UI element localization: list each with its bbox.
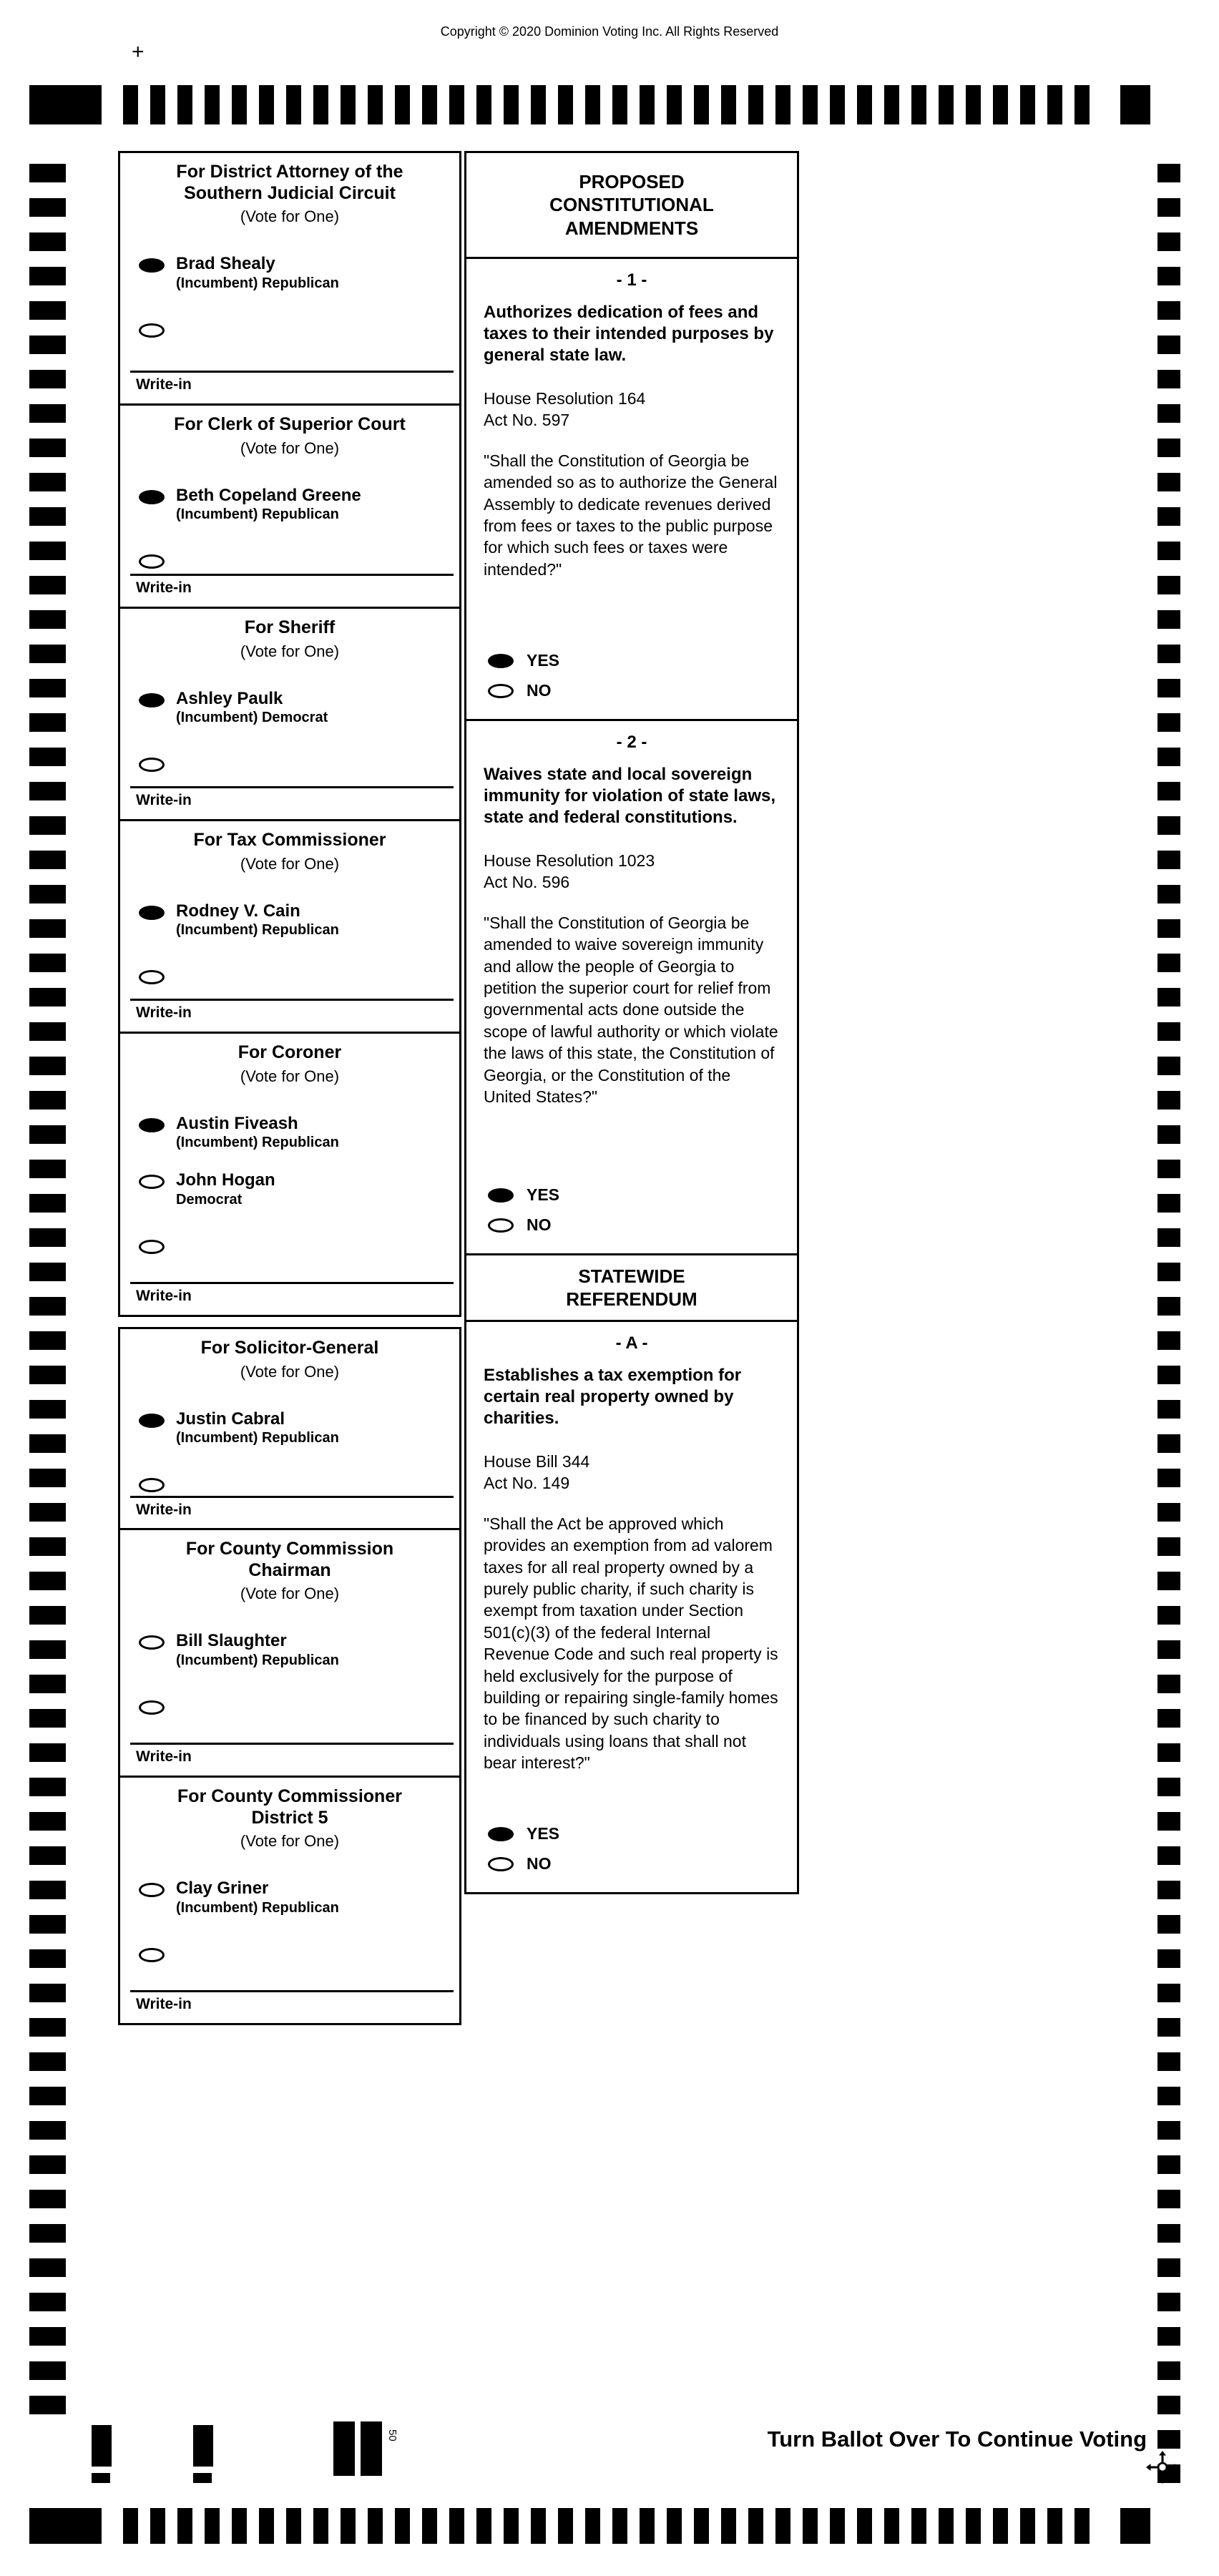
write-in-oval[interactable]: [139, 1240, 165, 1254]
timing-mark-top-right-block: [1120, 85, 1150, 124]
choice-row-no: [488, 681, 780, 700]
write-in-label: Write-in: [136, 1996, 192, 2012]
contests-column: [118, 151, 461, 2025]
measure-2: [464, 719, 799, 1255]
candidate-party: (Incumbent) Republican: [176, 922, 339, 939]
timing-mark-top-left-block: [29, 85, 102, 124]
candidate-party: (Incumbent) Democrat: [176, 710, 328, 726]
choice-label: NO: [527, 1854, 552, 1873]
contest-title: [120, 830, 459, 851]
measure-reference-line: Act No. 596: [484, 873, 570, 892]
candidate-name: Clay Griner: [176, 1879, 269, 1898]
measure-reference-line: Act No. 597: [484, 411, 570, 430]
write-in-area: [120, 999, 459, 1022]
write-in-oval-row: [139, 758, 449, 775]
measure-reference-line: House Resolution 1023: [484, 851, 655, 871]
contest-for-tax-commissioner: [118, 819, 461, 1034]
candidate-row: [139, 902, 449, 939]
contest-title: [120, 1338, 459, 1359]
write-in-oval[interactable]: [139, 758, 165, 772]
choice-row-no: [488, 1854, 780, 1874]
measure-references: [484, 851, 780, 893]
candidate-text: [176, 1171, 275, 1208]
registration-plus-mark: +: [132, 40, 145, 64]
vote-oval-a-yes[interactable]: [488, 1827, 514, 1841]
choice-row-yes: [488, 1824, 780, 1843]
write-in-line[interactable]: [130, 1990, 454, 1992]
contest-title-line: For District Attorney of the: [176, 162, 403, 182]
measure-question: "Shall the Act be approved which provides an exemption from ad valorem taxes for all real property owned by a purely public charity, if such charity is exempt from taxation under Section 501(c)(3) of the federal Internal Revenue Code and such real property is held exclusively for the purpose of building or repairing single-family homes to be financed by such charity to individuals using loans that shall not bear interest?": [484, 1514, 778, 1772]
candidate-text: [176, 1410, 339, 1447]
write-in-oval[interactable]: [139, 1478, 165, 1492]
contest-title-line: For County Commission: [185, 1539, 394, 1559]
section-header-line: PROPOSED: [579, 170, 685, 192]
candidate-name: Ashley Paulk: [176, 688, 283, 708]
candidate-text: [176, 902, 339, 939]
vote-for-one-instruction: (Vote for One): [240, 1585, 340, 1602]
contest-title: [120, 617, 459, 639]
write-in-label: Write-in: [136, 376, 192, 393]
write-in-area: [120, 786, 459, 809]
turn-ballot-over-text: Turn Ballot Over To Continue Voting: [767, 2426, 1147, 2452]
contest-for-solicitor-general: [118, 1327, 461, 1530]
write-in-line[interactable]: [130, 371, 454, 373]
contest-for-county-commission-chairman: [118, 1528, 461, 1778]
contest-title: [120, 1042, 459, 1064]
code-bar: [193, 2473, 212, 2483]
timing-marks-top: [123, 85, 1090, 124]
contest-title-line: District 5: [251, 1807, 328, 1828]
vote-oval-rodney-v-cain[interactable]: [139, 906, 165, 920]
code-bar: [92, 2473, 110, 2483]
measure-summary: Authorizes dedication of fees and taxes to their intended purposes by general state law.: [484, 303, 774, 365]
write-in-oval[interactable]: [139, 1948, 165, 1962]
vote-oval-2-no[interactable]: [488, 1218, 514, 1233]
vote-for-one-instruction: (Vote for One): [240, 1067, 340, 1085]
contest-title: [120, 1539, 459, 1581]
candidate-row: [139, 1410, 449, 1447]
contest-title-line: For County Commissioner: [177, 1786, 402, 1806]
candidate-party: (Incumbent) Republican: [176, 275, 339, 291]
contest-title-line: For Clerk of Superior Court: [174, 414, 406, 434]
write-in-line[interactable]: [130, 574, 454, 576]
measure-summary: Waives state and local sovereign immunity for violation of state laws, state and federal constitutions.: [484, 765, 776, 827]
candidate-row: [139, 1632, 449, 1669]
section-header-line: STATEWIDE: [578, 1265, 685, 1287]
write-in-oval-row: [139, 1700, 449, 1718]
choice-label: YES: [527, 1185, 560, 1204]
measure-references: [484, 1451, 780, 1494]
write-in-area: [120, 1743, 459, 1766]
ballot-side-number: 50: [386, 2429, 398, 2442]
candidate-row: [139, 255, 449, 292]
candidate-row: [139, 1879, 449, 1916]
measure-choices: [484, 640, 780, 700]
code-bar: [92, 2425, 112, 2467]
vote-oval-ashley-paulk[interactable]: [139, 693, 165, 707]
candidate-name: Rodney V. Cain: [176, 901, 300, 921]
write-in-label: Write-in: [136, 1288, 192, 1304]
vote-oval-clay-griner[interactable]: [139, 1883, 165, 1897]
ballot-id-marks: [92, 2421, 421, 2489]
vote-oval-john-hogan[interactable]: [139, 1175, 165, 1189]
write-in-oval-row: [139, 323, 449, 341]
write-in-line[interactable]: [130, 786, 454, 788]
candidate-row: [139, 486, 449, 524]
candidate-party: (Incumbent) Republican: [176, 1899, 339, 1916]
candidate-party: (Incumbent) Republican: [176, 506, 339, 523]
measure-1: [464, 257, 799, 721]
measure-reference-line: House Bill 344: [484, 1452, 590, 1471]
write-in-oval-row: [139, 1478, 449, 1496]
vote-for-one-instruction: (Vote for One): [240, 642, 340, 660]
choice-row-yes: [488, 651, 780, 670]
measure-summary: Establishes a tax exemption for certain real property owned by charities.: [484, 1366, 742, 1428]
write-in-area: [120, 1496, 459, 1519]
contest-title-line: For Sheriff: [244, 617, 336, 637]
measure-number: - A -: [615, 1333, 648, 1353]
write-in-label: Write-in: [136, 579, 192, 596]
candidate-name: Austin Fiveash: [176, 1113, 298, 1133]
measure-question: "Shall the Constitution of Georgia be amended so as to authorize the General Assembly to dedicate revenues derived from fees or taxes to the public purpose for which such fees or taxes were intended?": [484, 451, 778, 579]
write-in-oval[interactable]: [139, 323, 165, 338]
write-in-area: [120, 1990, 459, 2013]
candidate-text: [176, 1115, 339, 1152]
vote-oval-1-yes[interactable]: [488, 654, 514, 668]
candidate-party: Democrat: [176, 1192, 243, 1208]
write-in-oval[interactable]: [139, 554, 165, 569]
candidate-party: (Incumbent) Republican: [176, 1430, 339, 1446]
write-in-line[interactable]: [130, 1496, 454, 1498]
measures-column: [464, 151, 799, 1894]
choice-row-yes: [488, 1185, 780, 1205]
contest-title: [120, 162, 459, 204]
candidate-party: (Incumbent) Republican: [176, 1135, 339, 1151]
code-bar: [333, 2421, 355, 2476]
candidate-text: [176, 1632, 339, 1669]
candidate-row: [139, 1171, 449, 1208]
registration-crosshair-icon: [1146, 2451, 1179, 2484]
contest-title: [120, 1786, 459, 1828]
vote-for-one-instruction: (Vote for One): [240, 207, 340, 225]
write-in-oval-row: [139, 1240, 449, 1258]
copyright-text: Copyright © 2020 Dominion Voting Inc. All Rights Reserved: [440, 24, 779, 39]
section-header-line: REFERENDUM: [566, 1288, 697, 1310]
measure-a: [464, 1320, 799, 1894]
vote-oval-beth-copeland-greene[interactable]: [139, 490, 165, 504]
write-in-area: [120, 574, 459, 597]
contest-for-county-commissioner-district-5: [118, 1776, 461, 2025]
measure-references: [484, 388, 780, 431]
candidate-row: [139, 690, 449, 727]
contest-title: [120, 414, 459, 436]
measure-reference-line: House Resolution 164: [484, 389, 646, 408]
write-in-label: Write-in: [136, 1748, 192, 1765]
timing-marks-bottom: [123, 2508, 1090, 2544]
contest-title-line: For Tax Commissioner: [193, 830, 386, 850]
write-in-area: [120, 371, 459, 393]
write-in-label: Write-in: [136, 792, 192, 808]
contest-title-line: For Coroner: [238, 1042, 342, 1062]
section-header-line: CONSTITUTIONAL: [549, 194, 714, 216]
code-bar: [361, 2421, 382, 2476]
measure-number: - 2 -: [616, 733, 647, 752]
candidate-text: [176, 486, 361, 524]
candidate-text: [176, 1879, 339, 1916]
vote-for-one-instruction: (Vote for One): [240, 854, 340, 873]
write-in-area: [120, 1282, 459, 1305]
write-in-oval-row: [139, 1948, 449, 1966]
choice-label: NO: [527, 1215, 552, 1234]
timing-mark-bottom-left-block: [29, 2508, 102, 2544]
vote-for-one-instruction: (Vote for One): [240, 1362, 340, 1381]
candidate-name: Bill Slaughter: [176, 1631, 287, 1650]
timing-marks-left: [29, 164, 66, 2414]
contest-for-clerk-of-superior-court: [118, 403, 461, 609]
candidate-text: [176, 255, 339, 292]
timing-mark-bottom-right-block: [1120, 2508, 1150, 2544]
candidate-name: Beth Copeland Greene: [176, 485, 361, 505]
measure-choices: [484, 1175, 780, 1235]
candidate-party: (Incumbent) Republican: [176, 1652, 339, 1668]
section-header-line: AMENDMENTS: [564, 217, 699, 239]
section-header-statewide-referendum: [464, 1253, 799, 1322]
write-in-label: Write-in: [136, 1004, 192, 1021]
vote-for-one-instruction: (Vote for One): [240, 1832, 340, 1850]
write-in-oval-row: [139, 970, 449, 988]
choice-label: YES: [527, 651, 560, 670]
choice-label: NO: [527, 681, 552, 700]
vote-oval-2-yes[interactable]: [488, 1188, 514, 1203]
candidate-row: [139, 1115, 449, 1152]
contest-for-coroner: [118, 1032, 461, 1317]
contest-title-line: For Solicitor-General: [200, 1338, 379, 1358]
choice-row-no: [488, 1215, 780, 1235]
measure-choices: [484, 1813, 780, 1874]
vote-oval-brad-shealy[interactable]: [139, 258, 165, 273]
vote-oval-a-no[interactable]: [488, 1857, 514, 1871]
write-in-label: Write-in: [136, 1502, 192, 1519]
contest-title-line: Southern Judicial Circuit: [184, 182, 396, 203]
write-in-oval-row: [139, 554, 449, 572]
contest-for-district-attorney-of-the-southern-judicial-circuit: [118, 151, 461, 406]
timing-marks-right: [1157, 164, 1180, 2483]
write-in-oval[interactable]: [139, 970, 165, 984]
measure-question: "Shall the Constitution of Georgia be amended to waive sovereign immunity and allow the people of Georgia to petition the superior court for relief from governmental acts done outside the scope of lawful authority or which violate the laws of this state, the Constitution of Georgia, or the Constitution of the United States?": [484, 914, 778, 1106]
measure-number: - 1 -: [616, 270, 647, 290]
vote-oval-justin-cabral[interactable]: [139, 1414, 165, 1428]
candidate-name: John Hogan: [176, 1170, 275, 1190]
vote-oval-1-no[interactable]: [488, 684, 514, 698]
measure-reference-line: Act No. 149: [484, 1474, 570, 1493]
section-header-proposed-constitutional-amendments: [464, 151, 799, 259]
write-in-line[interactable]: [130, 1743, 454, 1745]
vote-oval-bill-slaughter[interactable]: [139, 1635, 165, 1650]
candidate-name: Justin Cabral: [176, 1409, 285, 1429]
vote-for-one-instruction: (Vote for One): [240, 439, 340, 457]
candidate-text: [176, 690, 328, 727]
vote-oval-austin-fiveash[interactable]: [139, 1118, 165, 1132]
choice-label: YES: [527, 1824, 560, 1843]
write-in-line[interactable]: [130, 999, 454, 1001]
write-in-line[interactable]: [130, 1282, 454, 1284]
contest-for-sheriff: [118, 607, 461, 821]
candidate-name: Brad Shealy: [176, 254, 275, 273]
code-bar: [193, 2425, 213, 2467]
write-in-oval[interactable]: [139, 1700, 165, 1715]
contest-title-line: Chairman: [248, 1559, 331, 1580]
